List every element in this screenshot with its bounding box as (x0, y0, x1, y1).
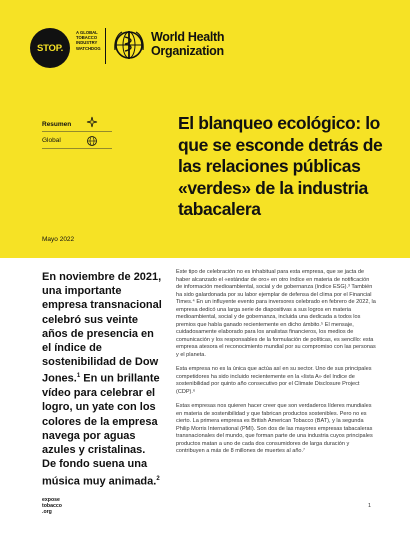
lead-paragraph (42, 270, 162, 488)
body-paragraph: Esta empresa no es la única que actúa así en su sector. Uno de sus principales competidores ha sido incluido recientemente en la «lista A» del índice de sostenibilidad por quinto año consecutivo por el Climate Disclosure Project (CDP).⁶ (176, 366, 372, 395)
footnote-ref: 2 (156, 475, 160, 482)
page-title: El blanqueo ecológico: lo que se esconde detrás de las relaciones públicas «verdes» de la industria tabacalera (178, 113, 383, 219)
section-label: Resumen (42, 121, 72, 128)
meta-divider (42, 131, 112, 132)
footer-brand-line: .org (42, 509, 52, 515)
meta-divider (42, 148, 112, 149)
footer-brand-line: tobacco (42, 503, 62, 509)
lead-text-part2: En un brillante vídeo para celebrar el logro, un yate con los colores de la empresa navega por aguas azules y cristalinas. De fondo suena una música muy animada. (42, 373, 160, 488)
publication-date: Mayo 2022 (42, 236, 75, 243)
footnote-ref: 1 (76, 373, 81, 380)
stop-logo: STOP. (30, 28, 70, 68)
who-emblem-icon (112, 28, 146, 62)
stop-tagline: A GLOBAL TOBACCO INDUSTRY WATCHDOG (76, 30, 101, 51)
body-paragraph: Estas empresas nos quieren hacer creer que son verdaderos líderes mundiales en materia de sostenibilidad y que fabrican productos sostenibles. Pero no es cierto. La primera empresa es British American Tobacco (BAT), y la segunda Philip Morris International (PMI). Son dos de las mayores empresas tabacaleras transnacionales del mundo, que forman parte de una industria cuyos principales productos matan a uno de cada dos consumidores de larga duración y contribuyen a más de 8 millones de muertes al año.⁷ (176, 403, 373, 454)
page-number: 1 (368, 503, 372, 509)
logo-divider (105, 28, 106, 64)
who-name-line1: World Health (151, 30, 225, 44)
region-label: Global (42, 137, 61, 144)
body-column (176, 269, 376, 463)
who-name (151, 30, 261, 58)
globe-icon (86, 135, 98, 147)
body-paragraph: Este tipo de celebración no es inhabitual para esta empresa, que se jacta de haber alcanzado el «estándar de oro» en otro índice en materia de notificación de información medioambiental, social y de gobernanza (índice ESG).³ También ha sido galardonada por su labor ejemplar de defensa del clima por el Financial Times.⁴ En un influyente evento para inversores celebrado en febrero de 2022, la empresa dedicó una larga serie de diapositivas a sus logros en materia medioambiental, social y de gobernanza, incluida una dedicada a todos los premios que había ganado recientemente en dicho ámbito.⁵ El mensaje, cuidadosamente elaborado para los analistas financieros, los medios de comunicación y los responsables de la formulación de políticas, es sencillo: esta empresa atesora el reconocimiento mundial por su compromiso con las personas y el planeta. (176, 269, 376, 358)
footer-brand-line: expose (42, 497, 60, 503)
who-name-line2: Organization (151, 44, 224, 58)
lead-text-part1: En noviembre de 2021, una importante empresa transnacional celebró sus veinte años de presencia en el índice de sostenibilidad de Dow Jones. (42, 271, 162, 386)
footer-brand (42, 497, 62, 515)
sparkle-icon (86, 116, 98, 128)
